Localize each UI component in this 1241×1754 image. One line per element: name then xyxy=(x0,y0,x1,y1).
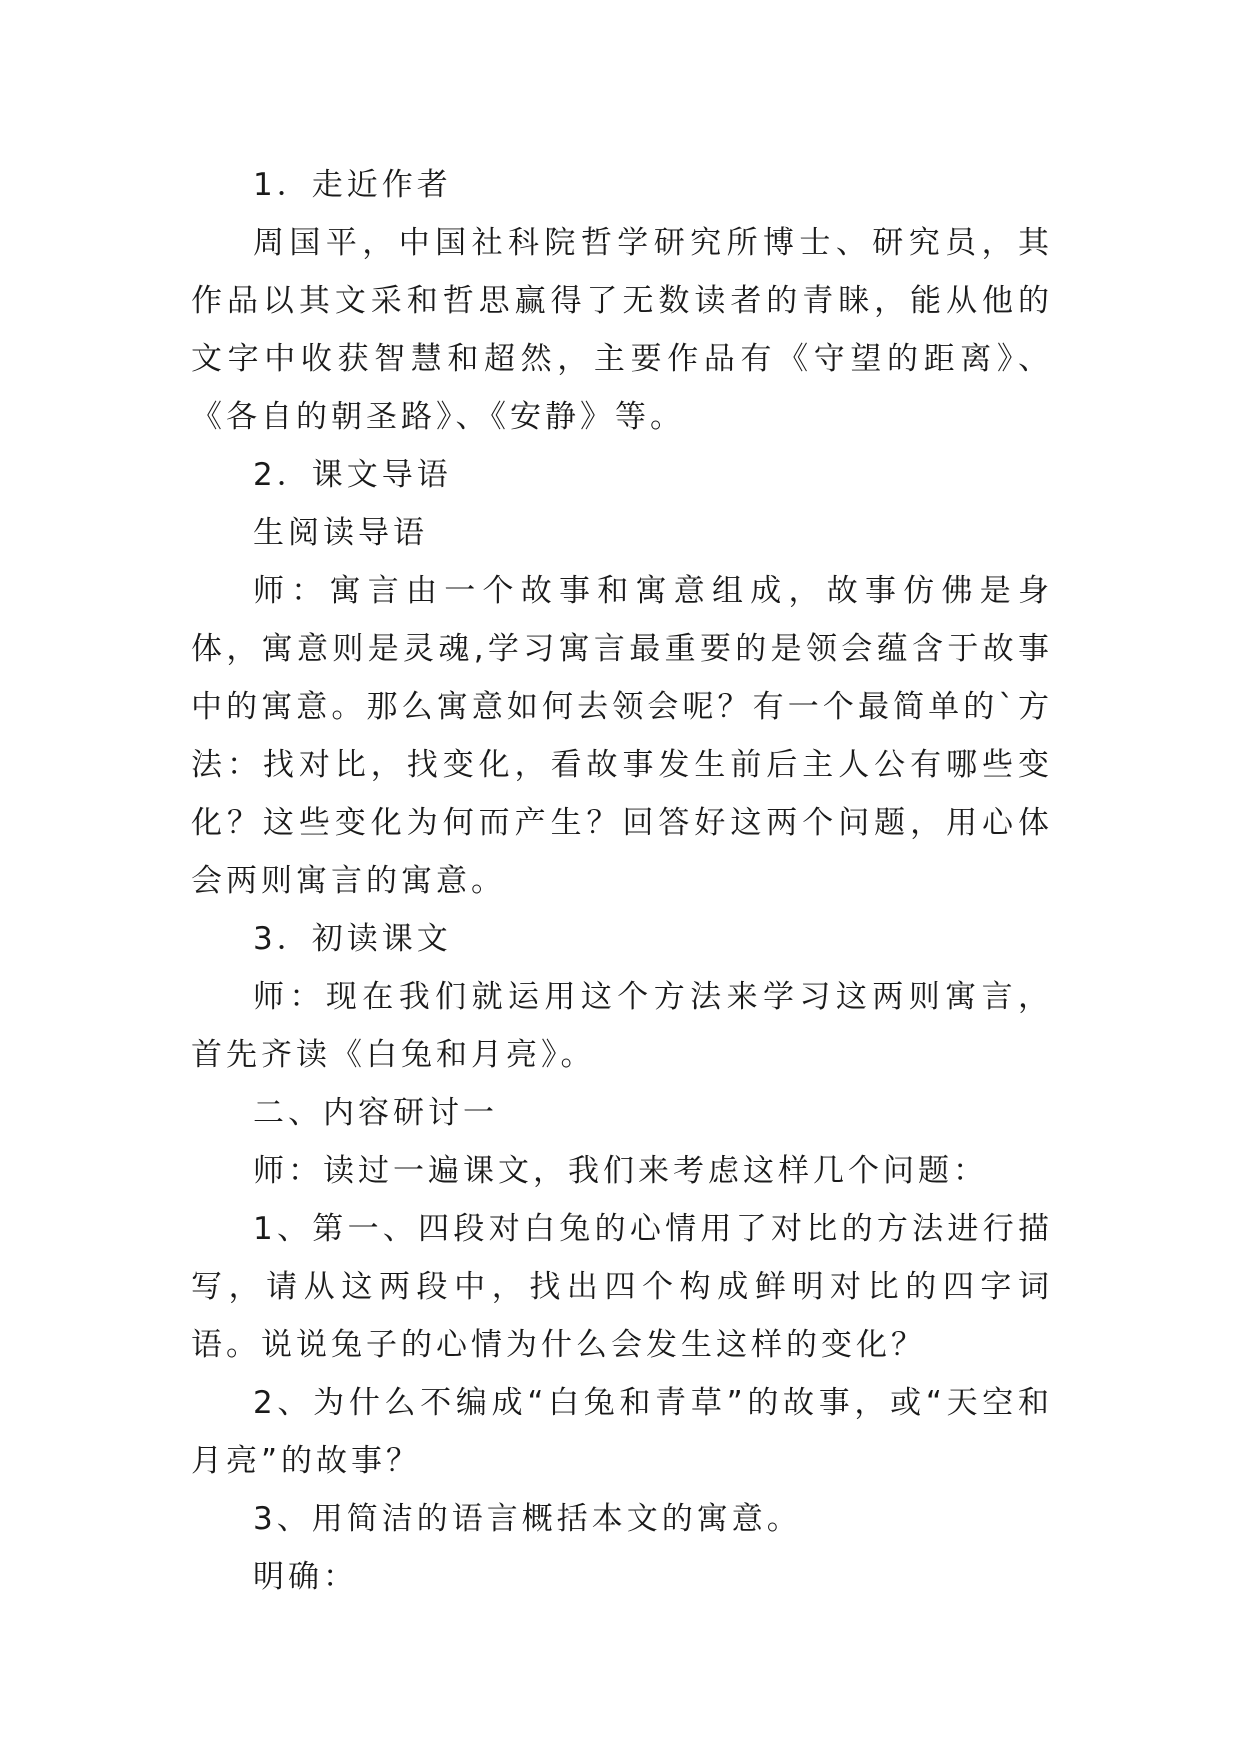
heading-author: 1．走近作者 xyxy=(253,167,452,203)
paragraph-teacher-intro: 师：寓言由一个故事和寓意组成，故事仿佛是身体，寓意则是灵魂,学习寓言最重要的是领会蕴含于故事中的寓意。那么寓意如何去领会呢？有一个最简单的`方法：找对比，找变化，看故事发生前后主人公有哪些变化？这些变化为何而产生？回答好这两个问题，用心体会两则寓言的寓意。 xyxy=(191,573,1053,899)
question-2: 2、为什么不编成“白兔和青草”的故事，或“天空和月亮”的故事？ xyxy=(191,1385,1053,1479)
paragraph-author-intro: 周国平，中国社科院哲学研究所博士、研究员，其作品以其文采和哲思赢得了无数读者的青睐，能从他的文字中收获智慧和超然，主要作品有《守望的距离》、《各自的朝圣路》、《安静》等。 xyxy=(191,225,1053,435)
question-3: 3、用简洁的语言概括本文的寓意。 xyxy=(253,1501,802,1537)
document-body xyxy=(191,156,1053,1606)
question-1: 1、第一、四段对白兔的心情用了对比的方法进行描写，请从这两段中，找出四个构成鲜明对比的四字词语。说说兔子的心情为什么会发生这样的变化？ xyxy=(191,1211,1053,1363)
paragraph-teacher-questions: 师：读过一遍课文，我们来考虑这样几个问题： xyxy=(253,1153,988,1189)
heading-lesson-intro: 2．课文导语 xyxy=(253,457,452,493)
heading-first-reading: 3．初读课文 xyxy=(253,921,452,957)
heading-content-discussion: 二、内容研讨一 xyxy=(253,1095,498,1131)
paragraph-student-reading: 生阅读导语 xyxy=(253,515,428,551)
paragraph-teacher-reading: 师：现在我们就运用这个方法来学习这两则寓言，首先齐读《白兔和月亮》。 xyxy=(191,979,1053,1073)
paragraph-answer-label: 明确： xyxy=(253,1559,358,1595)
